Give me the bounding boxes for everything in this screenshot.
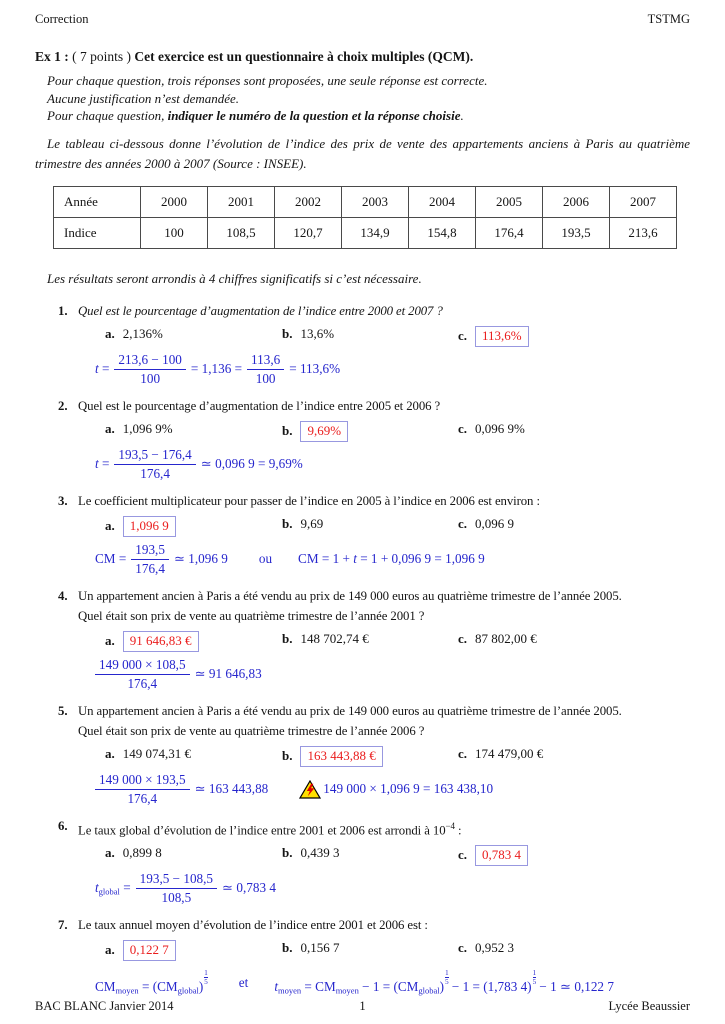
intro-paragraph: Le tableau ci-dessous donne l’évolution de l’indice des prix de vente des appartements anciens à Paris au quatrième trimestre des années 2000 à 2007 (Source : INSEE).	[35, 135, 690, 171]
option-value: 0,439 3	[300, 844, 340, 860]
option-value: 87 802,00 €	[475, 630, 537, 646]
option-c: c. 87 802,00 €	[458, 630, 537, 646]
instruction-line: Pour chaque question, indiquer le numéro de la question et la réponse choisie.	[47, 108, 464, 123]
option-b: b. 9,69%	[282, 421, 348, 442]
fraction: $\frac{113,6}{100}$	[247, 352, 284, 387]
footer-right: Lycée Beaussier	[608, 999, 690, 1013]
exercise-title: Cet exercice est un questionnaire à choix multiples (QCM).	[134, 49, 474, 64]
table-cell: 2007	[610, 186, 677, 217]
connector-word: et	[238, 974, 249, 990]
option-value: 0,096 9	[475, 515, 515, 531]
solution-formula: $\frac{149 000 \times 193,5}{176,4}$ ≃ 163 443,88 149 000 × 1,096 9 = 163 438,10	[95, 772, 690, 807]
table-cell: 2005	[476, 186, 543, 217]
options-row	[58, 939, 690, 963]
solution-formula: $CM_{moyen} = (CM_{global})$ $\frac{1}{5}$ et $t_{moyen} = CM_{moyen} - 1 = (CM_{global})$ $\frac{1}{5}$ − 1 = (1,783 4) $\frac{1}{5}$ − 1 ≃ 0,122 7	[95, 968, 614, 996]
table-cell: Année	[54, 186, 141, 217]
page-footer	[35, 999, 690, 1014]
exponent: −4	[445, 820, 455, 831]
table-cell: 2003	[342, 186, 409, 217]
option-value: 2,136%	[122, 325, 163, 341]
option-b: b. 163 443,88 €	[282, 746, 383, 767]
option-b: b. 13,6%	[282, 325, 335, 341]
question-text: Le taux global d’évolution de l’indice entre 2001 et 2006 est arrondi à $10^{-4}$ :	[78, 820, 462, 837]
question-number: 6.	[58, 818, 68, 833]
exponent-fraction: $\frac{1}{5}$	[445, 968, 449, 986]
table-cell: 2006	[543, 186, 610, 217]
option-c: c. 0,096 9	[458, 515, 515, 531]
table-cell: 120,7	[275, 217, 342, 248]
option-c: c. 113,6%	[458, 326, 529, 347]
table-cell: 176,4	[476, 217, 543, 248]
option-a: a. 91 646,83 €	[105, 631, 199, 652]
table-cell: 193,5	[543, 217, 610, 248]
question-1	[35, 301, 690, 387]
rounding-note: Les résultats seront arrondis à 4 chiffres significatifs si c’est nécessaire.	[47, 270, 422, 286]
option-b: b. 0,156 7	[282, 939, 340, 955]
question-6	[35, 816, 690, 906]
correct-answer-box: 1,096 9	[123, 516, 176, 537]
exercise-label: Ex 1 :	[35, 49, 69, 64]
table-cell: 2000	[141, 186, 208, 217]
question-7	[35, 915, 690, 996]
table-row	[54, 217, 677, 248]
footer-left: BAC BLANC Janvier 2014	[35, 999, 174, 1013]
question-number: 5.	[58, 703, 68, 718]
index-table	[53, 186, 677, 249]
option-a: a. 0,899 8	[105, 844, 162, 860]
table-cell: 154,8	[409, 217, 476, 248]
table-cell: 2001	[208, 186, 275, 217]
table-cell: 108,5	[208, 217, 275, 248]
option-b: b. 148 702,74 €	[282, 630, 369, 646]
table-cell: 2002	[275, 186, 342, 217]
table-header-row	[54, 186, 677, 217]
warning-note: 149 000 × 1,096 9 = 163 438,10	[323, 781, 494, 796]
correct-answer-box: 91 646,83 €	[123, 631, 199, 652]
fraction: $\frac{193,5}{176,4}$	[131, 542, 169, 577]
option-c: c. 0,783 4	[458, 845, 528, 866]
correct-answer-box: 0,122 7	[123, 940, 176, 961]
instruction-line: Pour chaque question, trois réponses sont proposées, une seule réponse est correcte.	[47, 73, 488, 88]
option-c: c. 174 479,00 €	[458, 745, 544, 761]
warning-icon	[299, 780, 321, 799]
question-5	[35, 701, 690, 807]
correct-answer-box: 0,783 4	[475, 845, 528, 866]
question-text: Le taux annuel moyen d’évolution de l’indice entre 2001 et 2006 est :	[78, 917, 428, 932]
option-value: 9,69	[300, 515, 324, 531]
correct-answer-box: 113,6%	[475, 326, 529, 347]
option-a: a. 149 074,31 €	[105, 745, 191, 761]
option-c: c. 0,952 3	[458, 939, 515, 955]
exponent-fraction: $\frac{1}{5}$	[204, 968, 208, 986]
question-text: Un appartement ancien à Paris a été vendu au prix de 149 000 euros au quatrième trimestre de l’année 2005. Quel était son prix de vente au quatrième trimestre de l’année 2001 ?	[78, 588, 622, 623]
connector-word: ou	[258, 551, 273, 566]
header-left: Correction	[35, 12, 89, 26]
option-value: 149 074,31 €	[122, 745, 191, 761]
fraction: $\frac{193,5 - 176,4}{176,4}$	[114, 447, 195, 482]
instruction-line: Aucune justification n’est demandée.	[47, 90, 240, 106]
exercise-heading	[35, 48, 690, 66]
correct-answer-box: 9,69%	[300, 421, 348, 442]
option-value: 0,899 8	[122, 844, 162, 860]
options-row	[58, 420, 690, 444]
fraction: $\frac{149 000 \times 108,5}{176,4}$	[95, 657, 190, 692]
instructions	[47, 72, 690, 125]
option-value: 1,096 9%	[122, 420, 173, 436]
question-number: 2.	[58, 398, 68, 413]
option-a: a. 1,096 9	[105, 516, 176, 537]
question-number: 1.	[58, 303, 68, 318]
fraction: $\frac{149 000 \times 193,5}{176,4}$	[95, 772, 190, 807]
options-row	[58, 844, 690, 868]
question-text: Le coefficient multiplicateur pour passer de l’indice en 2005 à l’indice en 2006 est environ :	[78, 493, 540, 508]
solution-formula: t = $\frac{213,6 - 100}{100}$ = 1,136 = $\frac{113,6}{100}$ = 113,6%	[95, 351, 341, 386]
fraction: $\frac{213,6 - 100}{100}$	[114, 352, 185, 387]
page-number: 1	[359, 999, 366, 1013]
questions	[35, 301, 690, 996]
options-row	[58, 745, 690, 769]
options-row	[58, 325, 690, 349]
solution-formula: $\frac{149 000 \times 108,5}{176,4}$ ≃ 91 646,83	[95, 657, 690, 692]
correct-answer-box: 163 443,88 €	[300, 746, 382, 767]
table-cell: 213,6	[610, 217, 677, 248]
exercise-points: ( 7 points )	[72, 49, 131, 64]
fraction: $\frac{193,5 - 108,5}{108,5}$	[136, 871, 217, 906]
option-a: a. 1,096 9%	[105, 420, 173, 436]
question-number: 4.	[58, 588, 68, 603]
solution-formula: $t_{global}$ = $\frac{193,5 - 108,5}{108,5}$ ≃ 0,783 4	[95, 870, 276, 905]
table-cell: 134,9	[342, 217, 409, 248]
solution-formula: t = $\frac{193,5 - 176,4}{176,4}$ ≃ 0,096 9 = 9,69%	[95, 446, 303, 481]
option-value: 174 479,00 €	[475, 745, 544, 761]
question-2	[35, 396, 690, 482]
options-row	[58, 630, 690, 654]
option-value: 148 702,74 €	[300, 630, 369, 646]
option-value: 0,156 7	[300, 939, 340, 955]
options-row	[58, 515, 690, 539]
question-text: Quel est le pourcentage d’augmentation de l’indice entre 2000 et 2007 ?	[78, 303, 443, 318]
question-text: Quel est le pourcentage d’augmentation de l’indice entre 2005 et 2006 ?	[78, 398, 441, 413]
question-text: Un appartement ancien à Paris a été vendu au prix de 149 000 euros au quatrième trimestre de l’année 2005. Quel était son prix de vente au quatrième trimestre de l’année 2006 ?	[78, 703, 622, 738]
header-right: TSTMG	[647, 12, 690, 26]
question-3	[35, 491, 690, 577]
option-c: c. 0,096 9%	[458, 420, 525, 436]
solution-formula: CM = $\frac{193,5}{176,4}$ ≃ 1,096 9 ou CM = 1 + t = 1 + 0,096 9 = 1,096 9	[95, 541, 485, 576]
option-value: 0,952 3	[475, 939, 515, 955]
question-4	[35, 586, 690, 692]
table-cell: 2004	[409, 186, 476, 217]
question-number: 7.	[58, 917, 68, 932]
option-value: 0,096 9%	[475, 420, 525, 436]
option-b: b. 0,439 3	[282, 844, 340, 860]
option-b: b. 9,69	[282, 515, 324, 531]
option-a: a. 0,122 7	[105, 940, 176, 961]
question-number: 3.	[58, 493, 68, 508]
running-header	[35, 12, 690, 27]
table-cell: 100	[141, 217, 208, 248]
table-cell: Indice	[54, 217, 141, 248]
option-a: a. 2,136%	[105, 325, 163, 341]
option-value: 13,6%	[300, 325, 335, 341]
exponent-fraction: $\frac{1}{5}$	[532, 968, 537, 986]
